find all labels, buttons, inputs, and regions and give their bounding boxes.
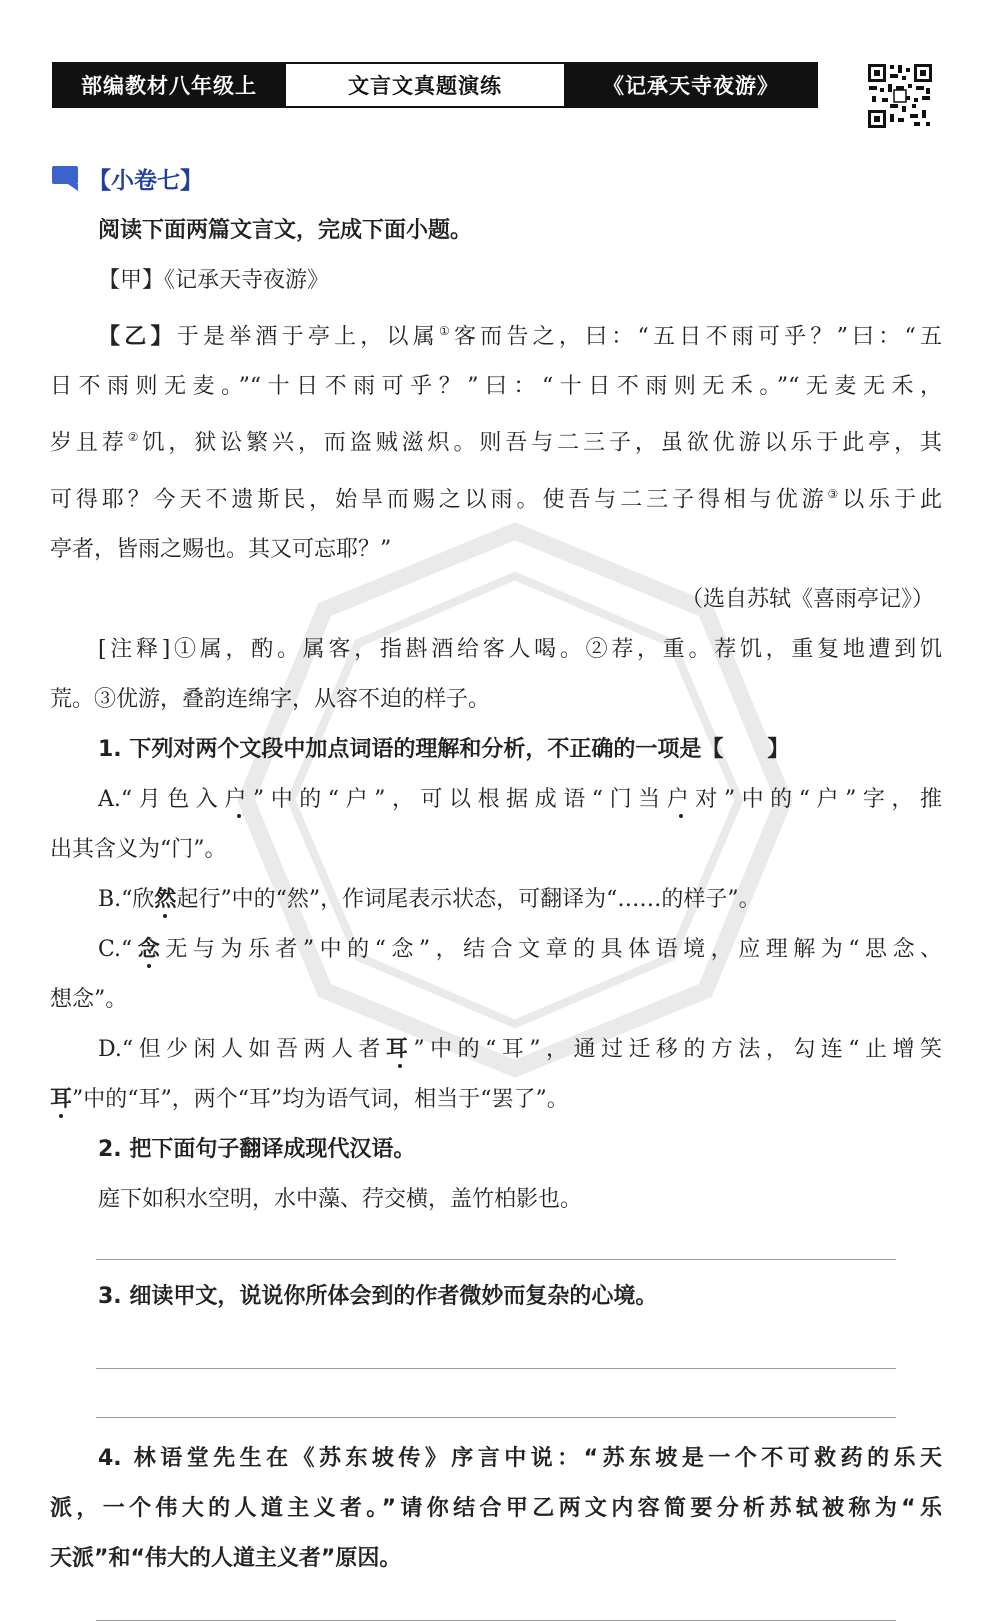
dotted-word: 户	[666, 786, 696, 812]
instruction: 阅读下面两篇文言文，完成下面小题。	[98, 218, 473, 243]
passage-yi-line: 【乙】于是举酒于亭上，以属①客而告之，曰：“五日不雨可乎？”曰：“五	[98, 324, 942, 350]
dotted-word: 户	[224, 786, 253, 812]
option-d: D.“但少闲人如吾两人者耳”中的“耳”，通过迁移的方法，勾连“止增笑	[98, 1036, 942, 1062]
option-a: A.“月色入户”中的“户”，可以根据成语“门当户对”中的“户”字，推	[98, 786, 942, 812]
qr-code-icon	[866, 62, 934, 130]
question-4-line: 天派”和“伟大的人道主义者”原因。	[50, 1545, 402, 1571]
answer-line[interactable]	[96, 1417, 896, 1418]
note-marker: ②	[127, 430, 143, 445]
annotation-line: [注释]①属，酌。属客，指斟酒给客人喝。②荐，重。荐饥，重复地遭到饥	[98, 636, 942, 662]
section-title	[50, 160, 203, 196]
passage-yi-line: 可得耶？今天不遗斯民，始旱而赐之以雨。使吾与二三子得相与优游③以乐于此	[50, 486, 942, 512]
dotted-word: 念	[132, 936, 166, 962]
question-3-stem: 3. 细读甲文，说说你所体会到的作者微妙而复杂的心境。	[98, 1283, 658, 1309]
option-d-cont: 耳”中的“耳”，两个“耳”均为语气词，相当于“罢了”。	[50, 1086, 569, 1112]
passage-jia-title: 【甲】《记承天寺夜游》	[98, 268, 330, 293]
dotted-word: 耳	[385, 1036, 414, 1062]
answer-line[interactable]	[96, 1259, 896, 1260]
option-a-cont: 出其含义为“门”。	[50, 836, 227, 862]
question-2-stem: 2. 把下面句子翻译成现代汉语。	[98, 1136, 416, 1162]
passage-yi-line: 日不雨则无麦。”“十日不雨可乎？”曰：“十日不雨则无禾。”“无麦无禾，	[50, 374, 942, 400]
question-1-stem: 1. 下列对两个文段中加点词语的理解和分析，不正确的一项是【 】	[98, 736, 790, 762]
passage-yi-label: 【乙】	[98, 324, 177, 350]
question-4-line: 派，一个伟大的人道主义者。”请你结合甲乙两文内容简要分析苏轼被称为“乐	[50, 1495, 942, 1521]
question-4-line: 4. 林语堂先生在《苏东坡传》序言中说：“苏东坡是一个不可救药的乐天	[98, 1445, 942, 1471]
dotted-word: 然	[154, 886, 177, 912]
exam-content	[50, 206, 942, 1621]
section-label: 【小卷七】	[88, 167, 203, 194]
passage-yi-line: 亭者，皆雨之赐也。其又可忘耶？”	[50, 536, 392, 562]
annotation-line: 荒。③优游，叠韵连绵字，从容不迫的样子。	[50, 686, 491, 712]
header-topic: 文言文真题演练	[284, 64, 566, 106]
option-b: B.“欣然起行”中的“然”，作词尾表示状态，可翻译为“……的样子”。	[98, 886, 761, 912]
header-lesson: 《记承天寺夜游》	[566, 64, 816, 106]
passage-yi-line: 岁且荐②饥，狱讼繁兴，而盗贼滋炽。则吾与二三子，虽欲优游以乐于此亭，其	[50, 430, 942, 456]
note-marker: ①	[438, 324, 454, 338]
header-bar	[52, 62, 818, 108]
note-marker: ③	[827, 486, 843, 501]
dotted-word: 耳	[50, 1086, 73, 1112]
header-grade: 部编教材八年级上	[54, 64, 284, 106]
option-c: C.“念无与为乐者”中的“念”，结合文章的具体语境，应理解为“思念、	[98, 936, 942, 962]
option-c-cont: 想念”。	[50, 986, 128, 1012]
question-2-sentence: 庭下如积水空明，水中藻、荇交横，盖竹柏影也。	[98, 1186, 583, 1212]
speech-bubble-icon	[50, 164, 82, 192]
passage-source: （选自苏轼《喜雨亭记》）	[680, 586, 934, 612]
